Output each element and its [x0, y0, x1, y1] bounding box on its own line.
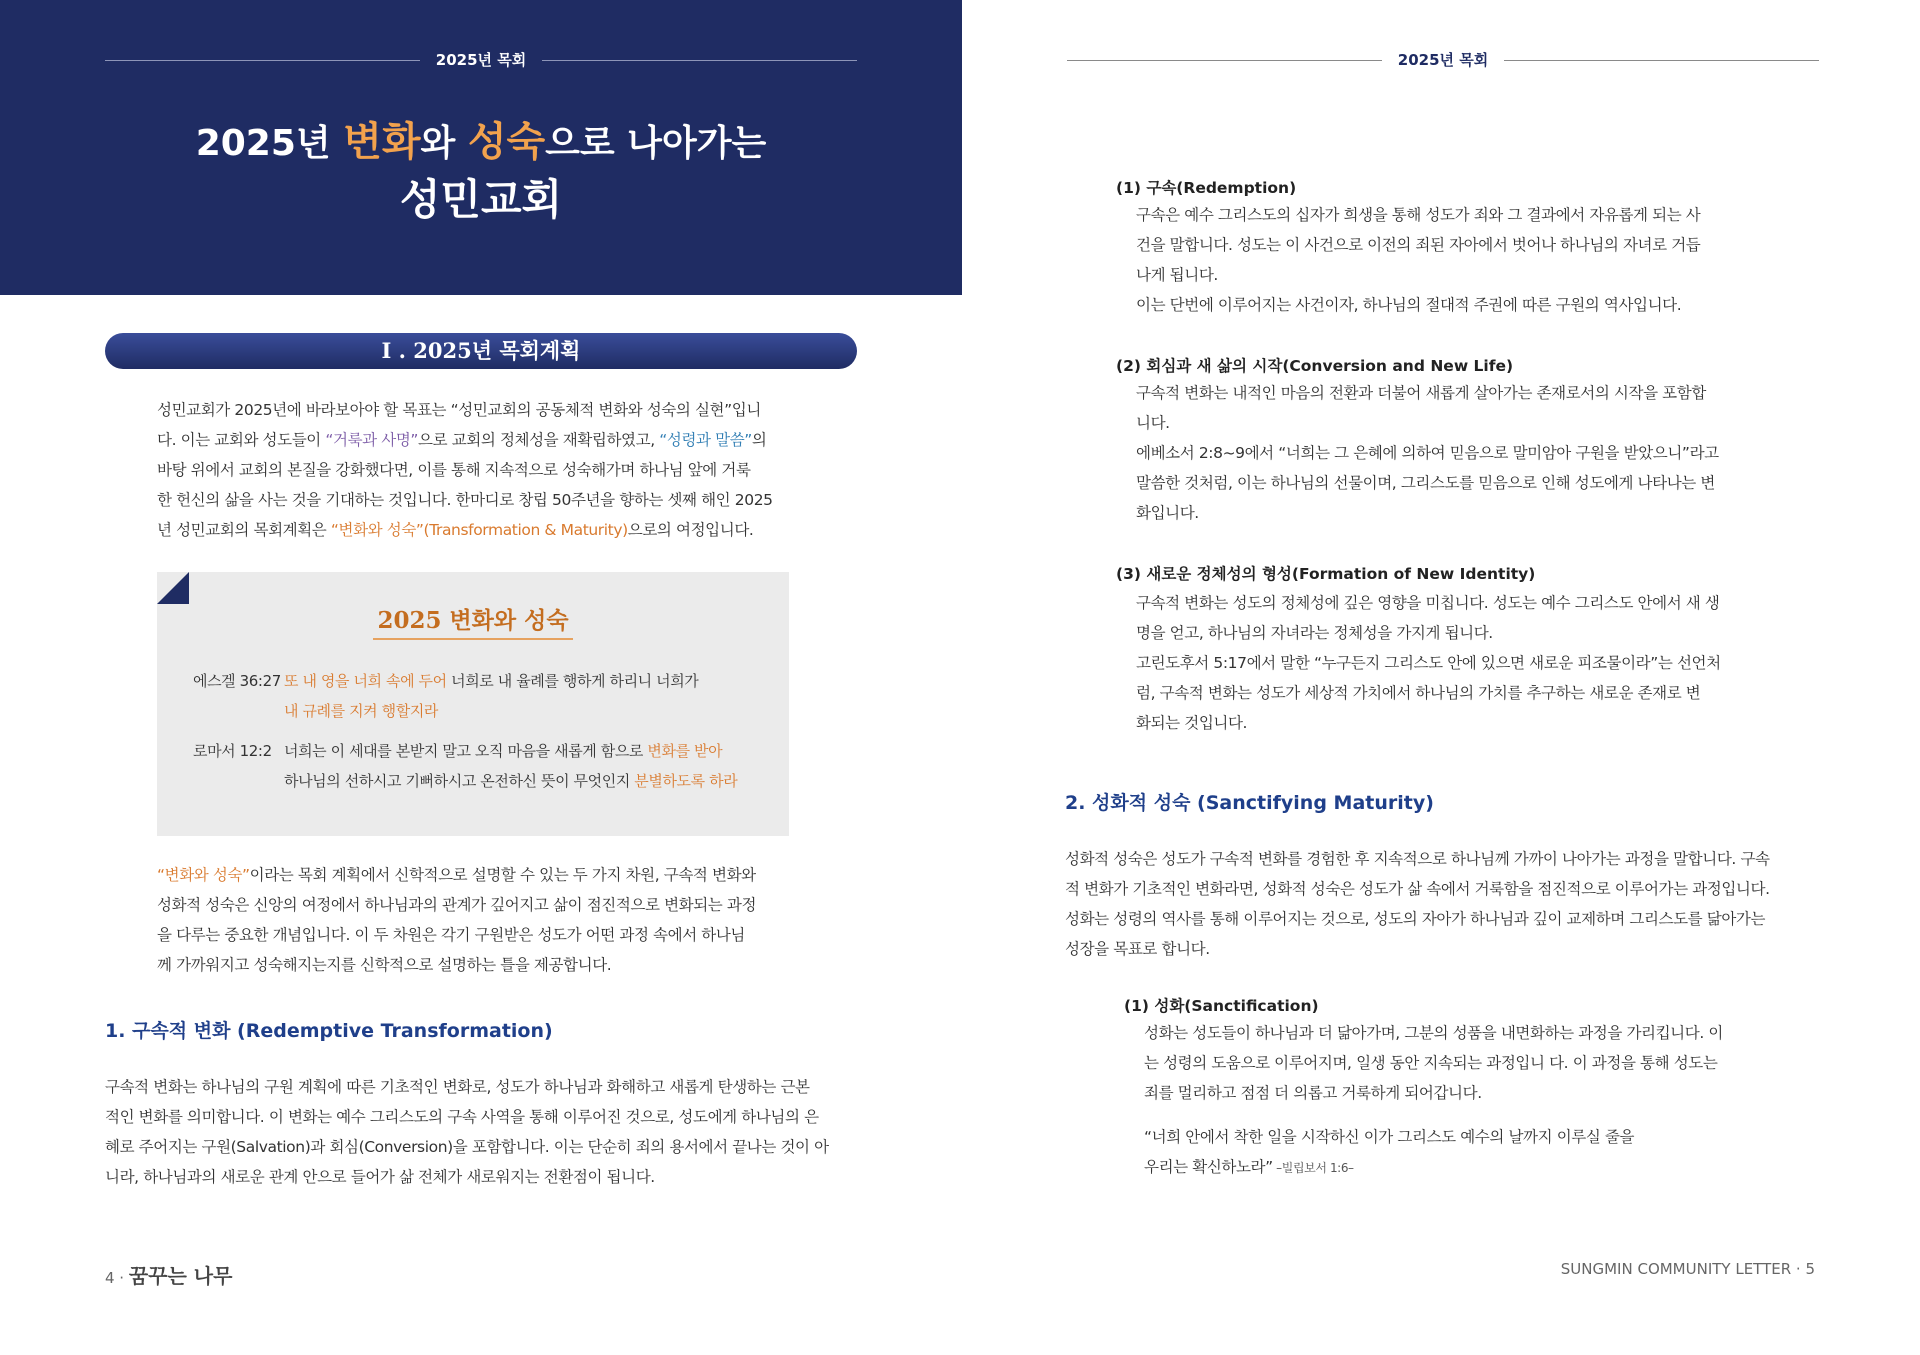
- highlight-change-maturity: “변화와 성숙”: [157, 866, 250, 884]
- publication-logo: 꿈꾸는 나무: [128, 1264, 233, 1288]
- subheading-conversion: (2) 회심과 새 삶의 시작(Conversion and New Life): [1116, 357, 1514, 375]
- conversion-paragraph: 구속적 변화는 내적인 마음의 전환과 더불어 새롭게 살아가는 존재로서의 시작을 포함합 니다. 에베소서 2:8~9에서 “너희는 그 은혜에 의하여 믿음으로 말미암아 구원을 받았으니”라고 말씀한 것처럼, 이는 하나님의 선물이며, 그리스도를 믿음으로 인해 성도에게 나타나는 변 화입니다.: [1136, 384, 1719, 522]
- hero-title-accent-maturity: 성숙: [467, 119, 546, 165]
- subheading-redemption: (1) 구속(Redemption): [1116, 179, 1297, 197]
- scripture-quote: “너희 안에서 착한 일을 시작하신 이가 그리스도 예수의 날까지 이루실 줄을 우리는 확신하노라” –빌립보서 1:6–: [1144, 1128, 1635, 1176]
- page-number: 4 ·: [105, 1269, 129, 1287]
- intro-line: 다. 이는 교회와 성도들이 “거룩과 사명”으로 교회의 정체성을 재확립하였고, “성령과 말씀”의: [157, 431, 767, 449]
- right-page: [962, 0, 1920, 1355]
- hero-title: [0, 118, 962, 168]
- intro-line: 성민교회가 2025년에 바라보아야 할 목표는 “성민교회의 공동체적 변화와 성숙의 실현”입니: [157, 401, 761, 419]
- hero-title-prefix: 2025년: [195, 123, 344, 164]
- heading-redemptive-transformation: 1. 구속적 변화 (Redemptive Transformation): [105, 1020, 553, 1042]
- intro-line: 바탕 위에서 교회의 본질을 강화했다면, 이를 통해 지속적으로 성숙해가며 하나님 앞에 거룩: [157, 461, 751, 479]
- verse-reference: 로마서 12:2: [193, 742, 272, 760]
- verse-text: 또 내 영을 너희 속에 두어 너희로 내 율례를 행하게 하리니 너희가 내 규례를 지켜 행할지라: [284, 672, 699, 720]
- verse-box: [157, 572, 789, 836]
- running-header-label: 2025년 목회: [435, 51, 527, 69]
- sanctification-paragraph: 성화는 성도들이 하나님과 더 닮아가며, 그분의 성품을 내면화하는 과정을 가리킵니다. 이 는 성령의 도움으로 이루어지며, 일생 동안 지속되는 과정입니 다. 이 과정을 통해 성도는 죄를 멀리하고 점점 더 의롭고 거룩하게 되어갑니다.: [1144, 1024, 1723, 1102]
- quote-source: –빌립보서 1:6–: [1272, 1161, 1354, 1175]
- section-heading: I . 2025년 목회계획: [105, 333, 857, 369]
- verse-text: 너희는 이 세대를 본받지 말고 오직 마음을 새롭게 함으로 변화를 받아 하나님의 선하시고 기뻐하시고 온전하신 뜻이 무엇인지 분별하도록 하라: [284, 742, 738, 790]
- page-footer-right: SUNGMIN COMMUNITY LETTER · 5: [1560, 1260, 1815, 1278]
- hero-title-mid: 와: [420, 123, 468, 164]
- intro-line: 한 헌신의 삶을 사는 것을 기대하는 것입니다. 한마디로 창립 50주년을 향하는 셋째 해인 2025: [157, 491, 773, 509]
- heading-sanctifying-maturity: 2. 성화적 성숙 (Sanctifying Maturity): [1065, 792, 1434, 814]
- highlight-transformation: “변화와 성숙”(Transformation & Maturity): [330, 521, 628, 539]
- highlight-holiness: “거룩과 사명”: [325, 431, 419, 449]
- running-header: [105, 50, 857, 70]
- verse-box-corner-accent: [157, 572, 189, 604]
- highlight-spirit-word: “성령과 말씀”: [659, 431, 752, 449]
- sanctifying-paragraph: 성화적 성숙은 성도가 구속적 변화를 경험한 후 지속적으로 하나님께 가까이 나아가는 과정을 말합니다. 구속 적 변화가 기초적인 변화라면, 성화적 성숙은 성도가 삶 속에서 거룩함을 점진적으로 이루어가는 과정입니다. 성화는 성령의 역사를 통해 이루어지는 것으로, 성도의 자아가 하나님과 깊이 교제하며 그리스도를 닮아가는 성장을 목표로 합니다.: [1065, 850, 1770, 958]
- dimensions-paragraph: “변화와 성숙”이라는 목회 계획에서 신학적으로 설명할 수 있는 두 가지 차원, 구속적 변화와 성화적 성숙은 신앙의 여정에서 하나님과의 관계가 깊어지고 삶이 점진적으로 변화되는 과정 을 다루는 중요한 개념입니다. 이 두 차원은 각기 구원받은 성도가 어떤 과정 속에서 하나님 께 가까워지고 성숙해지는지를 신학적으로 설명하는 틀을 제공합니다.: [157, 866, 757, 974]
- subheading-sanctification: (1) 성화(Sanctification): [1124, 997, 1319, 1015]
- running-header-label: 2025년 목회: [1397, 51, 1489, 69]
- redemption-paragraph: 구속은 예수 그리스도의 십자가 희생을 통해 성도가 죄와 그 결과에서 자유롭게 되는 사 건을 말합니다. 성도는 이 사건으로 이전의 죄된 자아에서 벗어나 하나님의 자녀로 거듭 나게 됩니다. 이는 단번에 이루어지는 사건이자, 하나님의 절대적 주권에 따른 구원의 역사입니다.: [1136, 206, 1701, 314]
- hero-banner: [0, 0, 962, 295]
- hero-title-accent-change: 변화: [343, 119, 421, 165]
- intro-line: 년 성민교회의 목회계획은 “변화와 성숙”(Transformation & Maturity)으로의 여정입니다.: [157, 521, 754, 539]
- verse-box-title: 2025 변화와 성숙: [157, 602, 789, 635]
- identity-paragraph: 구속적 변화는 성도의 정체성에 깊은 영향을 미칩니다. 성도는 예수 그리스도 안에서 새 생 명을 얻고, 하나님의 자녀라는 정체성을 가지게 됩니다. 고린도후서 5:17에서 말한 “누구든지 그리스도 안에 있으면 새로운 피조물이라”는 선언처 럼, 구속적 변화는 성도가 세상적 가치에서 하나님의 가치를 추구하는 새로운 존재로 변 화되는 것입니다.: [1136, 594, 1721, 732]
- hero-subtitle: 성민교회: [399, 175, 563, 224]
- hero-title-suffix: 으로 나아가는: [545, 123, 767, 164]
- intro-paragraph: [157, 395, 797, 545]
- subheading-identity: (3) 새로운 정체성의 형성(Formation of New Identity): [1116, 565, 1536, 583]
- redemptive-paragraph: 구속적 변화는 하나님의 구원 계획에 따른 기초적인 변화로, 성도가 하나님과 화해하고 새롭게 탄생하는 근본 적인 변화를 의미합니다. 이 변화는 예수 그리스도의 구속 사역을 통해 이루어진 것으로, 성도에게 하나님의 은 혜로 주어지는 구원(Salvation)과 회심(Conversion)을 포함합니다. 이는 단순히 죄의 용서에서 끝나는 것이 아 니라, 하나님과의 새로운 관계 안으로 들어가 삶 전체가 새로워지는 전환점이 됩니다.: [105, 1078, 829, 1186]
- page-footer-left: [105, 1260, 232, 1289]
- running-header: [1067, 50, 1819, 70]
- verse-reference: 에스겔 36:27: [193, 672, 281, 690]
